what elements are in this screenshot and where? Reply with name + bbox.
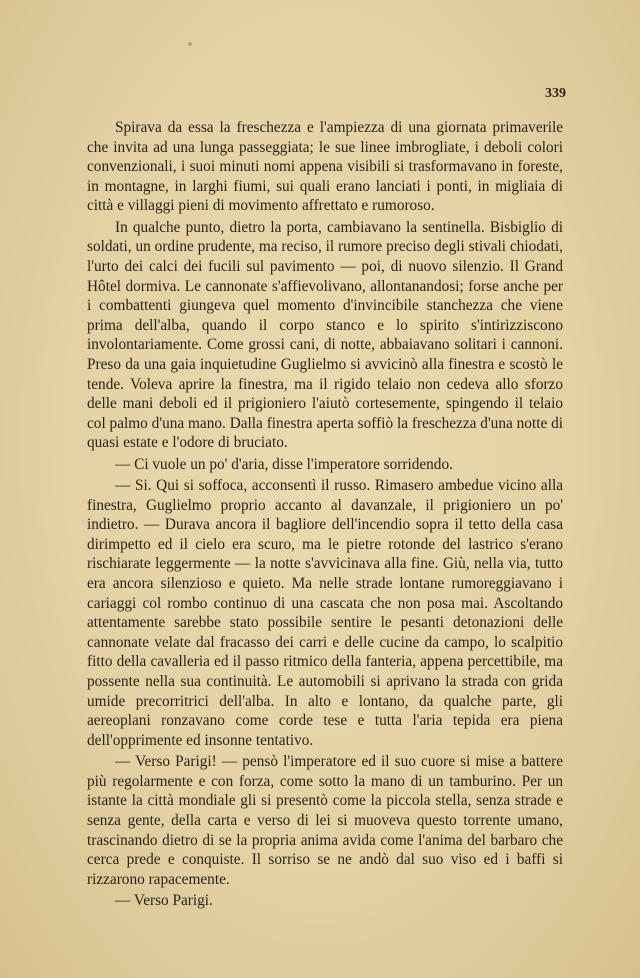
paragraph-1: Spirava da essa la freschezza e l'ampiezza di una giornata primaverile che invita ad una lunga passeggiata; le sue linee imbrogliate, i deboli colori convenzionali, i suoi minuti nomi appena visibili si trasformavano in foreste, in montagne, in larghi fiumi, sui quali erano lanciati i ponti, in migliaia di città e villaggi pieni di movimento affrettato e rumoroso. <box>87 119 563 215</box>
body-text <box>87 118 563 913</box>
paragraph-3: — Ci vuole un po' d'aria, disse l'imperatore sorridendo. <box>115 455 453 473</box>
paragraph-2: In qualche punto, dietro la porta, cambiavano la sentinella. Bisbiglio di soldati, un ordine prudente, ma reciso, il rumore preciso degli stivali chiodati, l'urto dei calci dei fucili sul pavimento — poi, di nuovo silenzio. Il Grand Hôtel dormiva. Le cannonate s'affievolivano, allontanandosi; forse anche per i combattenti giungeva quel momento d'invincibile stanchezza che viene prima dell'alba, quando il corpo stanco e lo spirito s'intirizziscono involontariamente. Come grossi cani, di notte, abbaiavano solitari i cannoni. Preso da una gaia inquietudine Guglielmo si avvicinò alla finestra e scostò le tende. Voleva aprire la finestra, ma il rigido telaio non cedeva allo sforzo delle mani deboli ed il prigioniero l'aiutò cortesemente, spingendo il telaio col palmo d'una mano. Dalla finestra aperta soffiò la freschezza d'una notte di quasi estate e l'odore di bruciato. <box>87 218 563 452</box>
page-number: 339 <box>545 86 566 101</box>
paragraph-5: — Verso Parigi! — pensò l'imperatore ed il suo cuore si mise a battere più regolarmente e con forza, come sotto la mano di un tamburino. Per un istante la città mondiale gli si presentò come la piccola stella, senza strade e senza gente, della carta e verso di lei si muoveva questo torrente umano, trascinando dietro di se la propria anima avida come l'anima del barbaro che cerca prede e conquiste. Il sorriso se ne andò dal suo viso ed i baffi si rizzarono rapacemente. <box>87 753 563 888</box>
paper-speck <box>188 42 192 46</box>
paragraph-4: — Si. Qui si soffoca, acconsentì il russo. Rimasero ambedue vicino alla finestra, Guglielmo proprio accanto al davanzale, il prigioniero un po' indietro. — Durava ancora il bagliore dell'incendio sopra il tetto della casa dirimpetto ed il cielo era scuro, ma le pietre rotonde del lastrico s'erano rischiarate leggermente — la notte s'avvicinava alla fine. Giù, nella via, tutto era ancora silenzioso e quieto. Ma nelle strade lontane rumoreggiavano i cariaggi col rombo continuo di una cascata che non posa mai. Ascoltando attentamente sarebbe stato possibile sentire le pesanti detonazioni delle cannonate velate dal fracasso dei carri e delle cucine da campo, lo scalpitio fitto della cavalleria ed il passo ritmico della fanteria, appena percettibile, ma possente nella sua continuità. Le automobili si aprivano la strada con grida umide precorritrici dell'alba. In alto e lontano, da qualche parte, gli aereoplani ronzavano come corde tese e tutta l'aria tepida era piena dell'opprimente ed insonne tentativo. <box>87 477 563 749</box>
paragraph-6: — Verso Parigi. <box>115 892 213 910</box>
